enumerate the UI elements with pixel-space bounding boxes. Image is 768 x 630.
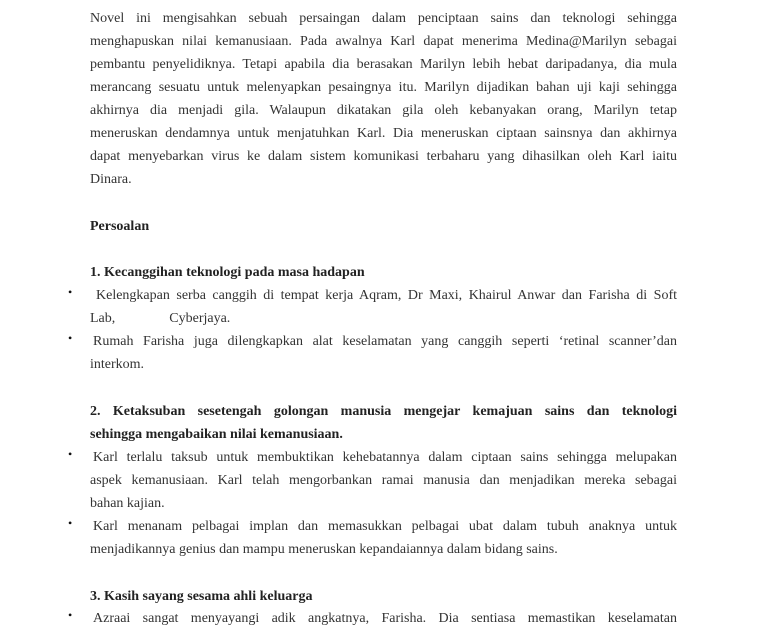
bullet-item: [90, 446, 677, 515]
issue-heading-line: 2. Ketaksuban sesetengah golongan manusia mengejar kemajuan sains dan teknologi: [90, 404, 677, 419]
bullet-icon: •: [68, 285, 73, 299]
bullet-line: interkom.: [90, 357, 145, 372]
paragraph-line: meneruskan dendamnya untuk menjatuhkan Karl. Dia meneruskan ciptaan sainsnya dan akhirnya: [90, 126, 677, 141]
bullet-line: Rumah Farisha juga dilengkapkan alat keselamatan yang canggih seperti ‘retinal scanner’dan: [93, 334, 677, 349]
issue-heading: [90, 400, 677, 446]
bullet-icon: •: [68, 447, 73, 461]
bullet-icon: •: [68, 516, 73, 530]
section-heading: Persoalan: [90, 219, 150, 234]
bullet-line: bahan kajian.: [90, 496, 165, 511]
bullet-item: [90, 607, 677, 630]
bullet-line: Karl terlalu taksub untuk membuktikan kehebatannya dalam ciptaan sains sehingga melupakan: [93, 450, 677, 465]
bullet-item: [90, 515, 677, 561]
paragraph-line: Dinara.: [90, 172, 132, 187]
bullet-icon: •: [68, 608, 73, 622]
bullet-line: menjadikannya genius dan mampu meneruskan kepandaiannya dalam bidang sains.: [90, 542, 558, 557]
paragraph-line: merancang sesuatu untuk melenyapkan pesaingnya itu. Marilyn dijadikan bahan uji kaji sehingga: [90, 80, 677, 95]
bullet-item: [90, 330, 677, 376]
bullet-line: Kelengkapan serba canggih di tempat kerja Aqram, Dr Maxi, Khairul Anwar dan Farisha di Soft: [96, 288, 677, 303]
issue-heading-line: sehingga mengabaikan nilai kemanusiaan.: [90, 427, 343, 442]
paragraph-line: akhirnya dia menjadi gila. Walaupun dikatakan gila oleh kebanyakan orang, Marilyn tetap: [90, 103, 677, 118]
issue-heading: [90, 585, 677, 608]
paragraph-line: Novel ini mengisahkan sebuah persaingan dalam penciptaan sains dan teknologi sehingga: [90, 11, 677, 26]
intro-paragraph: [90, 7, 677, 191]
issue-heading-line: 3. Kasih sayang sesama ahli keluarga: [90, 589, 313, 604]
paragraph-line: pembantu penyelidiknya. Tetapi apabila dia berasakan Marilyn lebih hebat daripadanya, dia mula: [90, 57, 677, 72]
bullet-line: Karl menanam pelbagai implan dan memasukkan pelbagai ubat dalam tubuh anaknya untuk: [93, 519, 677, 534]
issue-heading-line: 1. Kecanggihan teknologi pada masa hadapan: [90, 265, 365, 280]
bullet-item: [90, 284, 677, 330]
bullet-line: Azraai sangat menyayangi adik angkatnya, Farisha. Dia sentiasa memastikan keselamatan: [93, 611, 677, 626]
bullet-line: aspek kemanusiaan. Karl telah mengorbankan ramai manusia dan menjadikan mereka sebagai: [90, 473, 677, 488]
issue-heading: [90, 261, 677, 284]
paragraph-line: menghapuskan nilai kemanusiaan. Pada awalnya Karl dapat menerima Medina@Marilyn sebagai: [90, 34, 677, 49]
bullet-icon: •: [68, 331, 73, 345]
bullet-line: Lab, Cyberjaya.: [90, 311, 231, 326]
paragraph-line: dapat menyebarkan virus ke dalam sistem komunikasi terbaharu yang dihasilkan oleh Karl iaitu: [90, 149, 677, 164]
